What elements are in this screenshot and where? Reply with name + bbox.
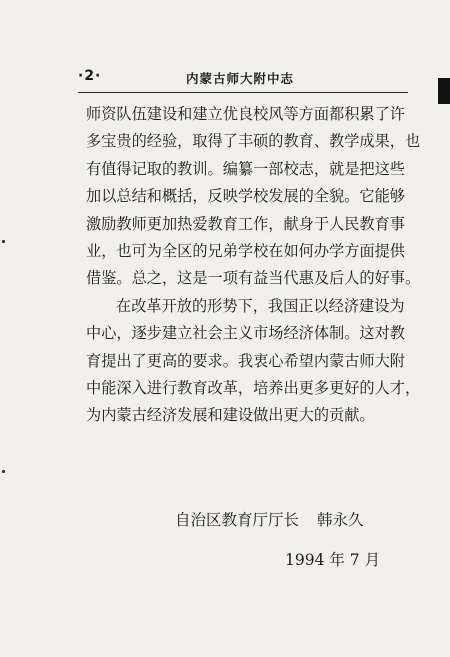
- text-line: 中能深入进行教育改革，培养出更多更好的人才，: [86, 378, 421, 397]
- text-line: 有值得记取的教训。编纂一部校志，就是把这些: [86, 159, 405, 178]
- text-line: 激励教师更加热爱教育工作，献身于人民教育事: [86, 214, 405, 233]
- text-line: 借鉴。总之，这是一项有益当代惠及后人的好事。: [86, 269, 421, 288]
- scan-speck: [2, 470, 5, 473]
- signature-name: 韩永久: [317, 511, 364, 529]
- page-number: ·2·: [78, 68, 102, 84]
- journal-title: 内蒙古师大附中志: [186, 71, 295, 86]
- scan-speck: [2, 240, 5, 243]
- running-head: [78, 68, 408, 90]
- text-line: 在改革开放的形势下，我国正以经济建设为: [116, 296, 405, 315]
- signature-title: 自治区教育厅厅长: [175, 511, 300, 529]
- page-edge-tab: [438, 78, 450, 104]
- text-line: 中心，逐步建立社会主义市场经济体制。这对教: [86, 324, 405, 343]
- text-line: 育提出了更高的要求。我衷心希望内蒙古师大附: [86, 351, 405, 370]
- text-line: 为内蒙古经济发展和建设做出更大的贡献。: [86, 406, 375, 425]
- date: 1994 年 7 月: [285, 551, 381, 569]
- header-rule: [78, 92, 408, 93]
- text-line: 多宝贵的经验，取得了丰硕的教育、教学成果，也: [86, 132, 421, 151]
- body-text: [86, 101, 421, 430]
- text-line: 加以总结和概括，反映学校发展的全貌。它能够: [86, 187, 405, 206]
- text-line: 师资队伍建设和建立优良校风等方面都积累了许: [86, 105, 405, 123]
- text-line: 业，也可为全区的兄弟学校在如何办学方面提供: [86, 241, 405, 260]
- signature: [175, 508, 364, 530]
